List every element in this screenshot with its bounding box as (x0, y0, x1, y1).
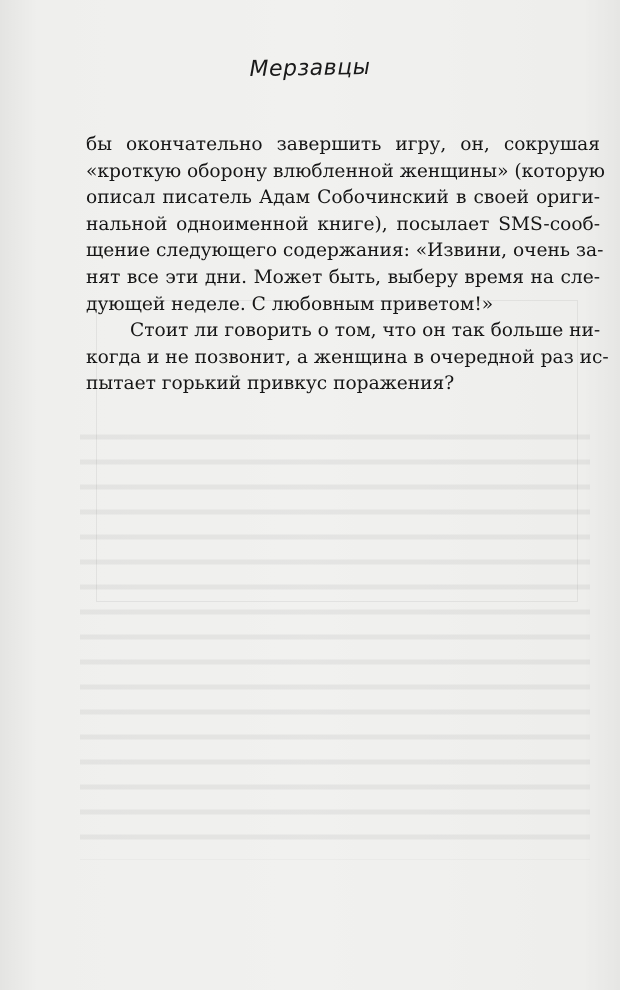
text-line: «кроткую оборону влюбленной женщины» (которую (86, 160, 605, 182)
show-through-box (96, 300, 578, 602)
text-line: пытает горький привкус поражения? (86, 373, 455, 395)
paragraph-1 (86, 132, 605, 318)
text-line: дующей неделе. С любовным приветом!» (86, 293, 494, 315)
running-header: Мерзавцы (249, 54, 371, 83)
text-line: бы окончательно завершить игру, он, сокрушая (86, 134, 600, 155)
text-line: описал писатель Адам Собочинский в своей ориги- (86, 187, 600, 209)
text-line: когда и не позвонит, а женщина в очередной раз ис- (86, 346, 609, 368)
text-line: Стоит ли говорить о том, что он так больше ни- (130, 320, 601, 342)
text-line: нят все эти дни. Может быть, выберу время на сле- (86, 266, 600, 288)
text-line: щение следующего содержания: «Извини, очень за- (86, 240, 604, 262)
text-line: нальной одноименной книге), посылает SMS-сооб- (86, 213, 600, 235)
